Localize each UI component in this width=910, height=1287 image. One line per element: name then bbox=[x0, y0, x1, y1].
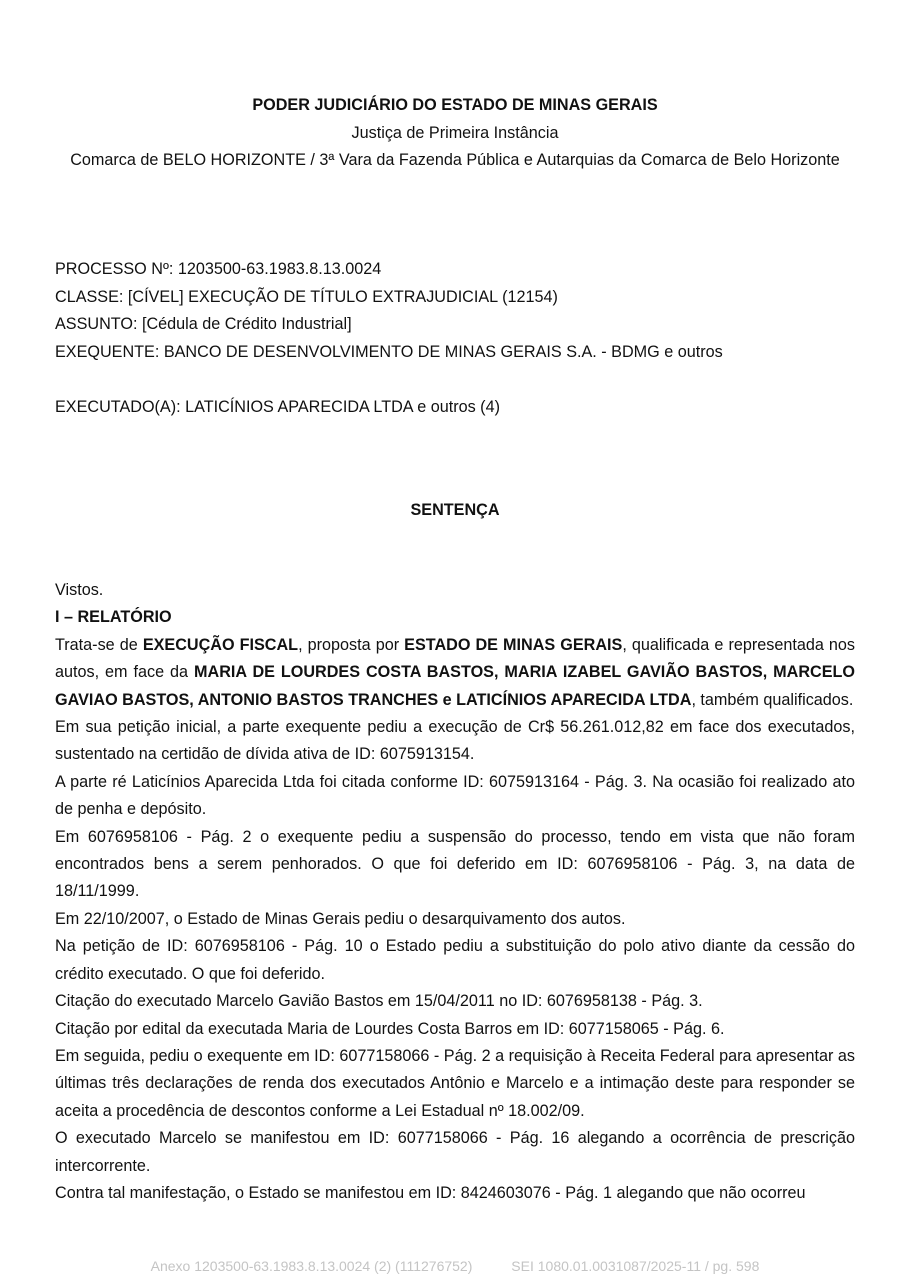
case-defendant: EXECUTADO(A): LATICÍNIOS APARECIDA LTDA e outros (4) bbox=[55, 397, 500, 416]
paragraph: Em 22/10/2007, o Estado de Minas Gerais pediu o desarquivamento dos autos. bbox=[55, 909, 626, 928]
text-run-bold: ESTADO DE MINAS GERAIS bbox=[404, 635, 623, 654]
page-footer bbox=[0, 1256, 910, 1276]
paragraph: Em seguida, pediu o exequente em ID: 6077158066 - Pág. 2 a requisição à Receita Federal para apresentar as últimas três declarações de renda dos executados Antônio e Marcelo e a intimação deste para responder se aceita a procedência de descontos conforme a Lei Estadual nº 18.002/09. bbox=[55, 1046, 855, 1120]
case-plaintiff: EXEQUENTE: BANCO DE DESENVOLVIMENTO DE MINAS GERAIS S.A. - BDMG e outros bbox=[55, 342, 723, 361]
court-name: PODER JUDICIÁRIO DO ESTADO DE MINAS GERAIS bbox=[252, 96, 658, 114]
court-district: Comarca de BELO HORIZONTE / 3ª Vara da Fazenda Pública e Autarquias da Comarca de Belo Horizonte bbox=[70, 151, 840, 169]
paragraph: Contra tal manifestação, o Estado se manifestou em ID: 8424603076 - Pág. 1 alegando que não ocorreu bbox=[55, 1183, 806, 1202]
footer-attachment: Anexo 1203500-63.1983.8.13.0024 (2) (111276752) bbox=[150, 1258, 473, 1274]
section-heading: I – RELATÓRIO bbox=[55, 608, 172, 627]
text-run: Trata-se de bbox=[55, 635, 143, 654]
text-run: , proposta por bbox=[298, 635, 405, 654]
paragraph: Citação por edital da executada Maria de Lourdes Costa Barros em ID: 6077158065 - Pág. 6. bbox=[55, 1019, 725, 1038]
text-run: , também qualificados. bbox=[691, 690, 854, 709]
document-title: SENTENÇA bbox=[410, 501, 500, 519]
case-metadata bbox=[55, 256, 855, 421]
case-subject: ASSUNTO: [Cédula de Crédito Industrial] bbox=[55, 315, 352, 333]
opening-word: Vistos. bbox=[55, 581, 104, 599]
paragraph: Em 6076958106 - Pág. 2 o exequente pediu a suspensão do processo, tendo em vista que não foram encontrados bens a serem penhorados. O que foi deferido em ID: 6076958106 - Pág. 3, na data de 18/11/1999. bbox=[55, 827, 855, 901]
footer-sei-reference: SEI 1080.01.0031087/2025-11 / pg. 598 bbox=[511, 1258, 760, 1274]
document-body bbox=[55, 577, 855, 1207]
paragraph: Em sua petição inicial, a parte exequente pediu a execução de Cr$ 56.261.012,82 em face dos executados, sustentado na certidão de dívida ativa de ID: 6075913154. bbox=[55, 718, 855, 764]
document-header bbox=[55, 92, 855, 175]
paragraph: A parte ré Laticínios Aparecida Ltda foi citada conforme ID: 6075913164 - Pág. 3. Na ocasião foi realizado ato de penha e depósito. bbox=[55, 772, 855, 819]
case-number: PROCESSO Nº: 1203500-63.1983.8.13.0024 bbox=[55, 260, 382, 278]
paragraph: Citação do executado Marcelo Gavião Bastos em 15/04/2011 no ID: 6076958138 - Pág. 3. bbox=[55, 992, 703, 1011]
paragraph: O executado Marcelo se manifestou em ID: 6077158066 - Pág. 16 alegando a ocorrência de prescrição intercorrente. bbox=[55, 1129, 855, 1175]
case-class: CLASSE: [CÍVEL] EXECUÇÃO DE TÍTULO EXTRAJUDICIAL (12154) bbox=[55, 287, 558, 306]
text-run-bold: EXECUÇÃO FISCAL bbox=[142, 635, 299, 654]
paragraph bbox=[55, 632, 855, 714]
court-instance: Justiça de Primeira Instância bbox=[351, 123, 559, 142]
text-run: , qualificada e representada nos autos, em face da bbox=[55, 635, 855, 682]
paragraph: Na petição de ID: 6076958106 - Pág. 10 o Estado pediu a substituição do polo ativo diante da cessão do crédito executado. O que foi deferido. bbox=[55, 937, 855, 983]
text-run-bold: MARIA DE LOURDES COSTA BASTOS, MARIA IZABEL GAVIÃO BASTOS, MARCELO GAVIAO BASTOS, ANTONIO BASTOS TRANCHES e LATICÍNIOS APARECIDA LTDA bbox=[55, 663, 855, 709]
